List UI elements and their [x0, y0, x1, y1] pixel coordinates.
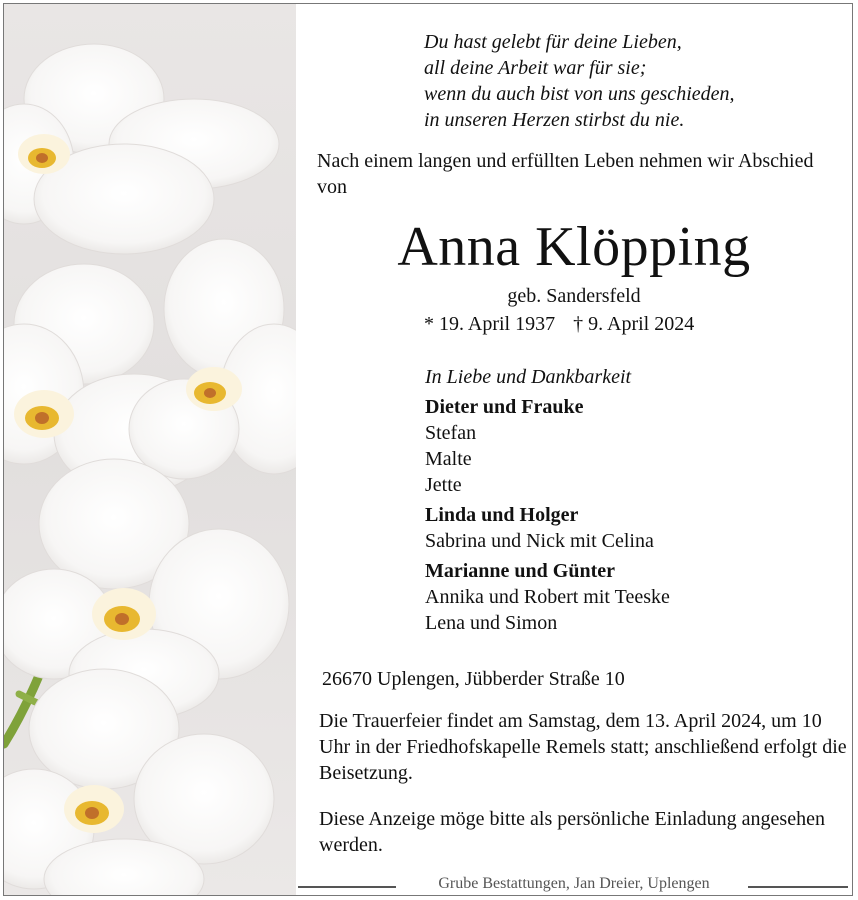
mourner-group-head: Linda und Holger: [425, 504, 579, 526]
mourners-list: [425, 364, 845, 640]
mourner-group-head: Dieter und Frauke: [425, 396, 584, 418]
death-date: † 9. April 2024: [573, 313, 695, 335]
birth-name: geb. Sandersfeld: [507, 285, 641, 307]
mourner-group-head: Marianne und Günter: [425, 560, 616, 582]
ceremony-info: Die Trauerfeier findet am Samstag, dem 13. April 2024, um 10 Uhr in der Friedhofskapelle Remels statt; anschließend erfolgt die Beisetzung.: [319, 710, 847, 784]
poem-line: all deine Arbeit war für sie;: [424, 57, 647, 79]
mourner-group: [425, 394, 845, 498]
mourner-member: Annika und Robert mit Teeske: [425, 586, 670, 608]
birth-date: * 19. April 1937: [424, 313, 556, 335]
mourner-member: Stefan: [425, 422, 477, 444]
invitation-text: Diese Anzeige möge bitte als persönliche Einladung angesehen werden.: [319, 808, 825, 856]
mourners-intro: In Liebe und Dankbarkeit: [425, 366, 632, 388]
mourner-member: Jette: [425, 474, 462, 496]
mourner-member: Malte: [425, 448, 472, 470]
deceased-name: Anna Klöpping: [397, 216, 751, 278]
mourner-member: Sabrina und Nick mit Celina: [425, 530, 654, 552]
poem-line: Du hast gelebt für deine Lieben,: [424, 31, 682, 53]
footer-divider: [748, 886, 848, 888]
poem: [424, 29, 824, 133]
funeral-home-footer: [296, 873, 853, 895]
poem-line: wenn du auch bist von uns geschieden,: [424, 83, 735, 105]
intro-text: Nach einem langen und erfüllten Leben nehmen wir Abschied von: [317, 150, 814, 198]
mourner-group: [425, 502, 845, 554]
mourner-member: Lena und Simon: [425, 612, 558, 634]
funeral-home-name: Grube Bestattungen, Jan Dreier, Uplengen: [438, 875, 710, 892]
footer-divider: [298, 886, 396, 888]
obituary-notice: [3, 3, 853, 896]
life-dates: [424, 311, 844, 337]
mourner-group: [425, 558, 845, 636]
poem-line: in unseren Herzen stirbst du nie.: [424, 109, 685, 131]
address: 26670 Uplengen, Jübberder Straße 10: [322, 668, 625, 690]
